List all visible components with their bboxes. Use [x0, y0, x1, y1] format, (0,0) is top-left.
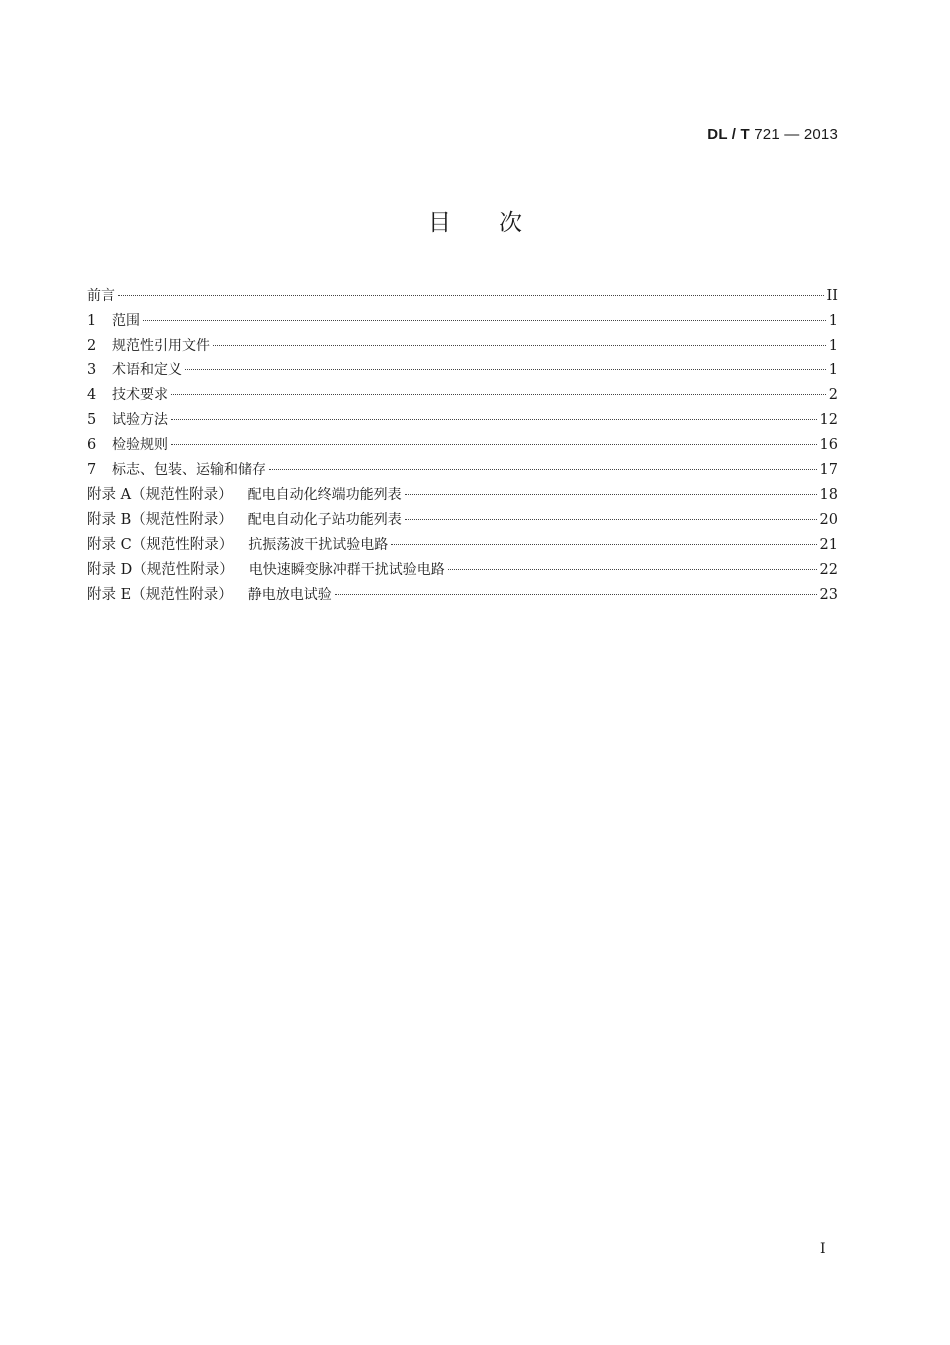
toc-entry[interactable] [87, 384, 838, 409]
toc-page-number: 2 [828, 387, 838, 404]
toc-dot-leader [448, 569, 817, 570]
toc-dot-leader [391, 544, 816, 545]
toc-page-number: 21 [819, 536, 838, 553]
toc-entry-label: 标志、包装、运输和储存 [112, 461, 266, 478]
toc-entry[interactable] [87, 285, 838, 310]
toc-section-number: 4 [87, 387, 97, 404]
toc-section-number: 3 [87, 362, 97, 379]
toc-page-number: 16 [819, 436, 838, 453]
toc-dot-leader [335, 594, 817, 595]
toc-dot-leader [405, 494, 817, 495]
toc-entry[interactable] [87, 558, 838, 583]
toc-page-number: 18 [819, 487, 838, 504]
toc-dot-leader [143, 320, 826, 321]
toc-dot-leader [185, 369, 826, 370]
toc-page-number: 23 [819, 586, 838, 603]
toc-entry-label: 技术要求 [112, 387, 168, 404]
toc-entry[interactable] [87, 459, 838, 484]
toc-page-number: 1 [828, 337, 838, 354]
toc-entry-label: 静电放电试验 [247, 586, 332, 603]
toc-entry[interactable] [87, 359, 838, 384]
standard-code [707, 126, 838, 143]
toc-page-number: 17 [819, 461, 838, 478]
toc-entry-label: 术语和定义 [112, 362, 182, 379]
toc-dot-leader [171, 444, 817, 445]
toc-entry-label: 试验方法 [112, 411, 168, 428]
toc-entry[interactable] [87, 409, 838, 434]
toc-entry-label: 配电自动化子站功能列表 [247, 512, 402, 529]
toc-entry[interactable] [87, 533, 838, 558]
toc-entry[interactable] [87, 335, 838, 360]
toc-dot-leader [171, 419, 817, 420]
toc-appendix-prefix: 附录 E（规范性附录） [87, 586, 233, 603]
toc-page-number: II [826, 288, 838, 304]
toc-dot-leader [118, 295, 824, 296]
toc-section-number: 6 [87, 436, 97, 453]
toc-appendix-prefix: 附录 A（规范性附录） [87, 487, 233, 504]
page-title: 目次 [428, 210, 570, 236]
toc-page-number: 22 [819, 561, 838, 578]
toc-entry-label: 范围 [112, 312, 140, 329]
toc-entry[interactable] [87, 508, 838, 533]
toc-appendix-prefix: 附录 C（规范性附录） [87, 536, 234, 553]
table-of-contents [87, 285, 838, 607]
toc-section-number: 1 [87, 312, 97, 329]
toc-entry[interactable] [87, 434, 838, 459]
toc-entry-label: 配电自动化终端功能列表 [247, 487, 402, 504]
toc-appendix-prefix: 附录 D（规范性附录） [87, 561, 234, 578]
toc-entry-label: 规范性引用文件 [112, 337, 210, 354]
toc-appendix-prefix: 附录 B（规范性附录） [87, 512, 233, 529]
toc-section-number: 5 [87, 411, 97, 428]
standard-number: 721 — 2013 [754, 126, 838, 143]
toc-dot-leader [213, 345, 826, 346]
toc-page-number: 1 [828, 312, 838, 329]
toc-section-number: 7 [87, 461, 97, 478]
toc-entry[interactable] [87, 583, 838, 608]
footer-page-number: I [820, 1241, 826, 1257]
toc-entry-label: 检验规则 [112, 436, 168, 453]
toc-dot-leader [171, 394, 826, 395]
toc-page-number: 1 [828, 362, 838, 379]
toc-section-number: 2 [87, 337, 97, 354]
toc-entry[interactable] [87, 483, 838, 508]
toc-page-number: 12 [819, 411, 838, 428]
toc-entry-label: 前言 [87, 288, 115, 304]
toc-dot-leader [269, 469, 817, 470]
toc-entry[interactable] [87, 310, 838, 335]
toc-page-number: 20 [819, 512, 838, 529]
toc-entry-label: 电快速瞬变脉冲群干扰试验电路 [248, 561, 445, 578]
standard-prefix: DL / T [707, 126, 750, 143]
toc-entry-label: 抗振荡波干扰试验电路 [248, 536, 389, 553]
toc-dot-leader [405, 519, 817, 520]
